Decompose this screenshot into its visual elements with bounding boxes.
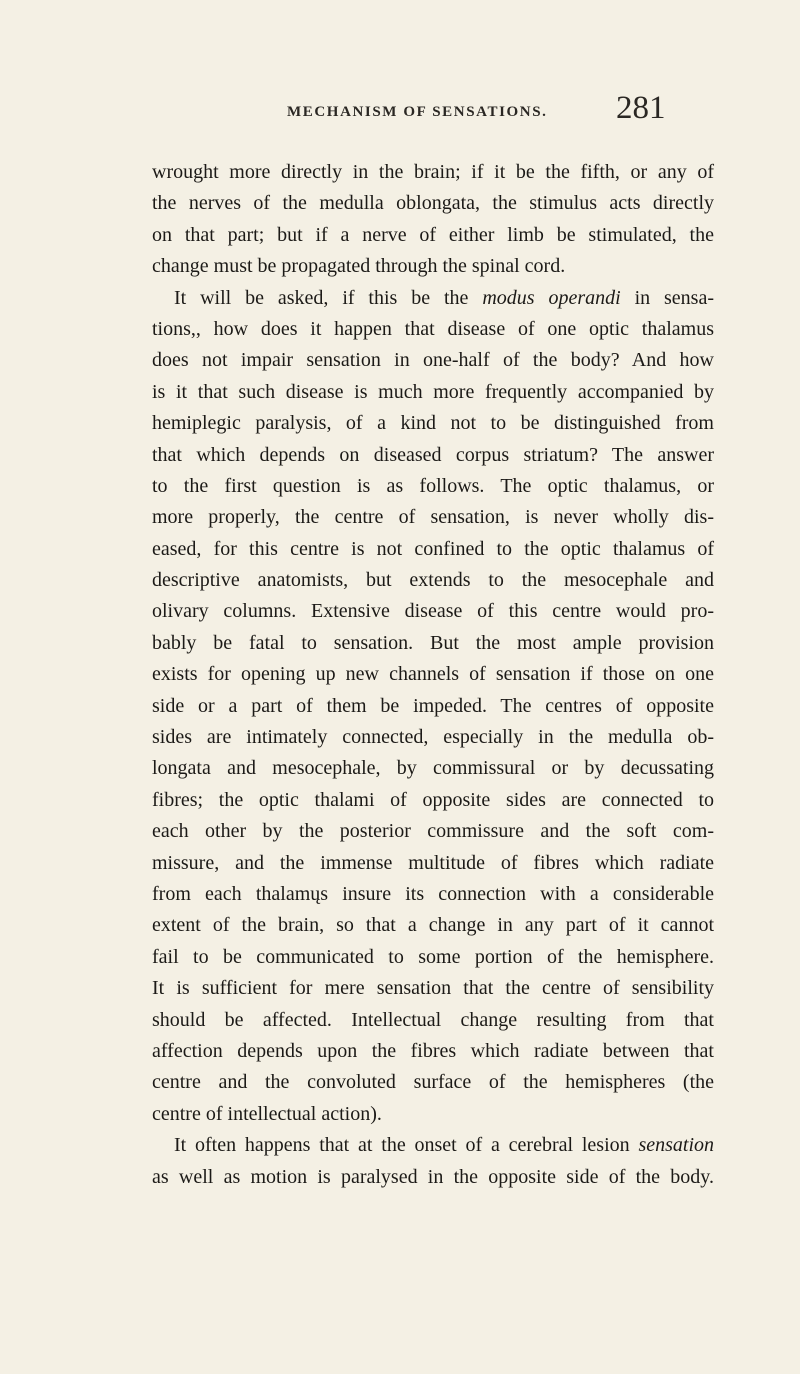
text-line-23: missure, and the immense multitude of fibres which radiate: [152, 851, 714, 874]
text-line-11: to the first question is as follows. The optic thalamus, or: [152, 474, 714, 497]
text-line-21: fibres; the optic thalami of opposite sides are connected to: [152, 788, 714, 811]
text-line-32-start: It often happens that at the onset of a cerebral lesion: [174, 1134, 639, 1157]
text-line-10: that which depends on diseased corpus striatum? The answer: [152, 443, 714, 466]
text-line-30: centre and the convoluted surface of the hemispheres (the: [152, 1071, 714, 1094]
text-line-6: tions,, how does it happen that disease of one optic thalamus: [152, 317, 714, 340]
body-text: [152, 157, 714, 1193]
text-line-32: [152, 1130, 714, 1161]
text-line-18: side or a part of them be impeded. The centres of opposite: [152, 694, 714, 717]
text-line-7: does not impair sensation in one-half of the body? And how: [152, 349, 714, 372]
text-line-33: as well as motion is paralysed in the opposite side of the body.: [152, 1165, 714, 1188]
text-line-28: should be affected. Intellectual change resulting from that: [152, 1008, 714, 1031]
text-line-16: bably be fatal to sensation. But the most ample provision: [152, 631, 714, 654]
text-line-15: olivary columns. Extensive disease of this centre would pro-: [152, 600, 714, 623]
text-line-5-start: It will be asked, if this be the: [174, 286, 483, 309]
text-line-4: change must be propagated through the spinal cord.: [152, 255, 566, 278]
text-line-24: from each thalamųs insure its connection with a considerable: [152, 882, 714, 905]
text-line-19: sides are intimately connected, especially in the medulla ob-: [152, 726, 714, 749]
text-line-17: exists for opening up new channels of sensation if those on one: [152, 663, 714, 686]
text-line-5: [152, 283, 714, 314]
text-line-25: extent of the brain, so that a change in any part of it cannot: [152, 914, 714, 937]
text-line-12: more properly, the centre of sensation, is never wholly dis-: [152, 506, 714, 529]
text-line-22: each other by the posterior commissure and the soft com-: [152, 820, 714, 843]
text-line-20: longata and mesocephale, by commissural or by decussating: [152, 757, 714, 780]
running-head: [0, 90, 800, 136]
page-number: 281: [616, 90, 666, 126]
text-line-2: the nerves of the medulla oblongata, the stimulus acts directly: [152, 192, 714, 215]
text-line-14: descriptive anatomists, but extends to the mesocephale and: [152, 569, 714, 592]
text-line-31: centre of intellectual action).: [152, 1102, 382, 1125]
text-line-29: affection depends upon the fibres which radiate between that: [152, 1039, 714, 1062]
text-line-5-end: in sensa-: [620, 286, 714, 309]
text-line-9: hemiplegic paralysis, of a kind not to be distinguished from: [152, 412, 714, 435]
italic-phrase-modus-operandi: modus operandi: [482, 286, 621, 309]
text-line-8: is it that such disease is much more frequently accompanied by: [152, 380, 714, 403]
italic-word-sensation: sensation: [638, 1134, 714, 1157]
text-line-27: It is sufficient for mere sensation that the centre of sensibility: [152, 977, 714, 1000]
text-line-1: wrought more directly in the brain; if it be the fifth, or any of: [152, 161, 714, 183]
text-line-3: on that part; but if a nerve of either limb be stimulated, the: [152, 223, 714, 246]
running-title: MECHANISM OF SENSATIONS.: [287, 104, 548, 120]
text-line-13: eased, for this centre is not confined to the optic thalamus of: [152, 537, 714, 560]
text-line-26: fail to be communicated to some portion of the hemisphere.: [152, 945, 714, 968]
